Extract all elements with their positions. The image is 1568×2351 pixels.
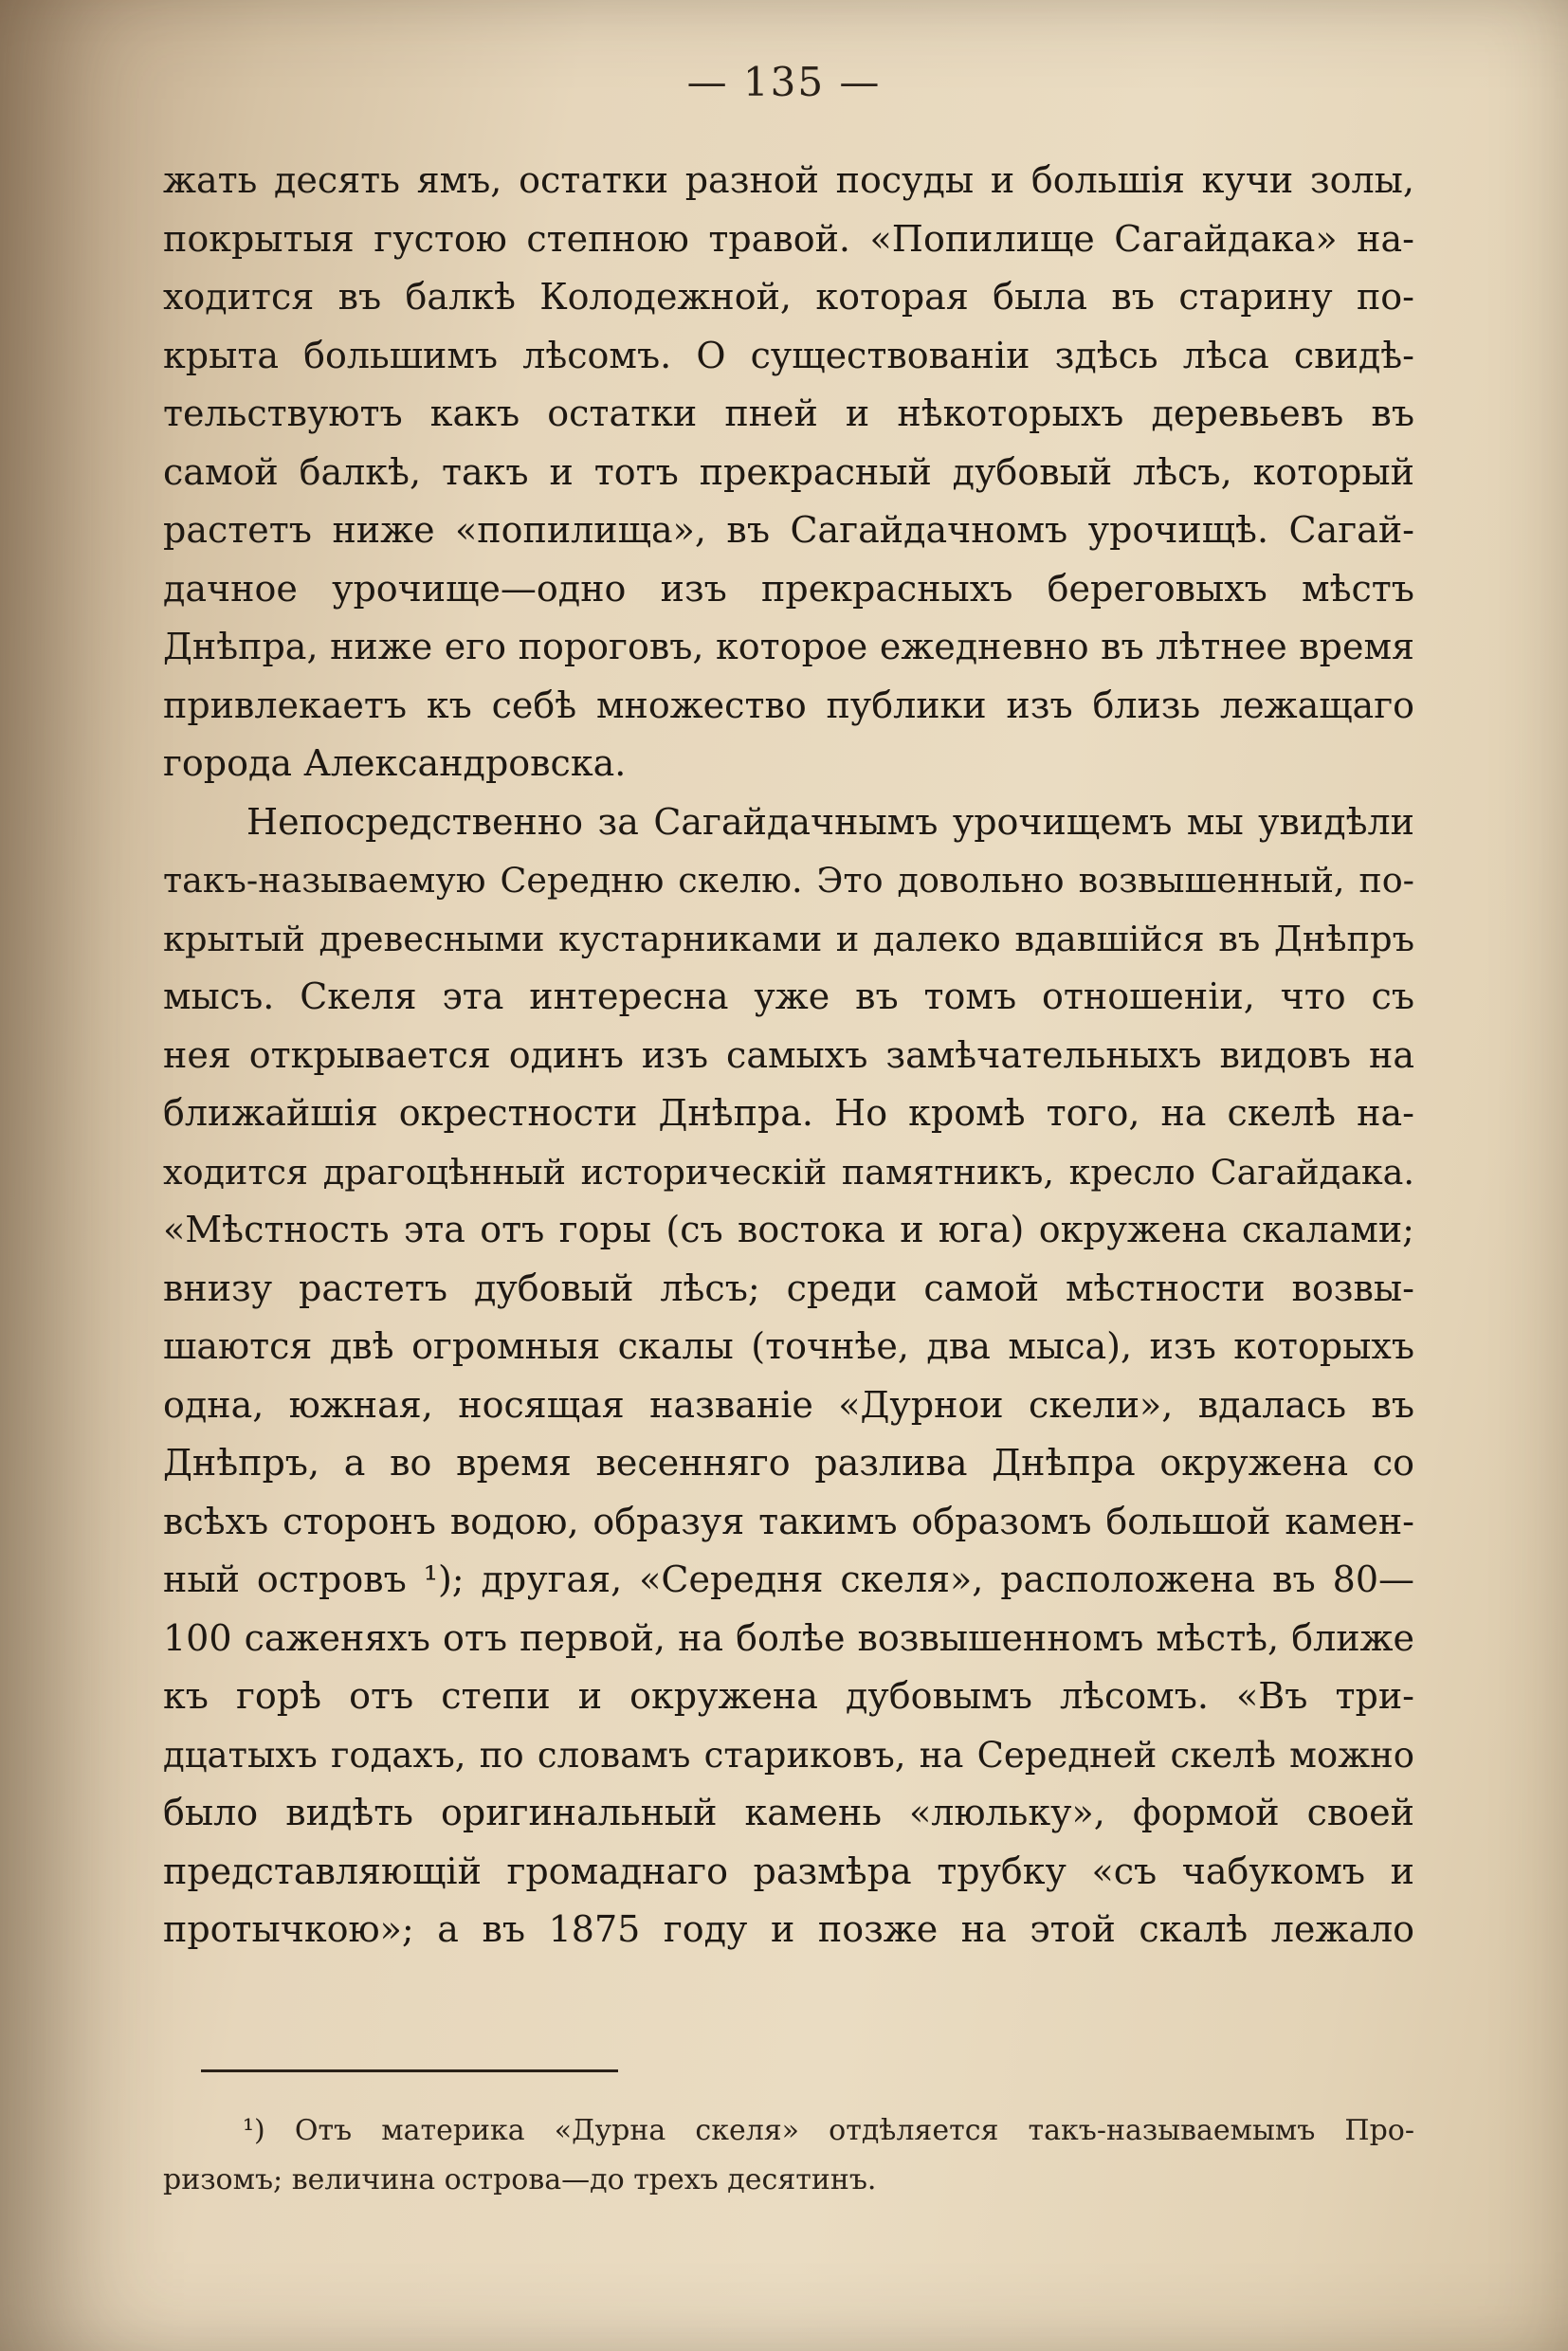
text-line: было видѣть оригинальный камень «люльку», формой своей	[163, 1792, 1414, 1833]
text-line: такъ-называемую Середню скелю. Это довольно возвышенный, по-	[163, 860, 1414, 901]
text-line: покрытыя густою степною травой. «Попилище Сагайдака» на-	[163, 217, 1414, 260]
text-line: одна, южная, носящая названіе «Дурнои скели», вдалась въ	[163, 1383, 1414, 1426]
text-line: внизу растетъ дубовый лѣсъ; среди самой мѣстности возвы-	[163, 1267, 1414, 1309]
text-line: растетъ ниже «попилища», въ Сагайдачномъ урочищѣ. Сагай-	[163, 509, 1414, 551]
text-line: всѣхъ сторонъ водою, образуя такимъ образомъ большой камен-	[163, 1500, 1414, 1542]
paragraph-start-line: Непосредственно за Сагайдачнымъ урочищемъ мы увидѣли	[246, 800, 1414, 843]
footnote-divider	[201, 2069, 618, 2072]
text-line: ходится въ балкѣ Колодежной, которая была въ старину по-	[163, 276, 1414, 318]
footnote-line: ¹) Отъ материка «Дурна скеля» отдѣляется такъ-называемымъ Про-	[243, 2114, 1414, 2147]
text-line: ближайшія окрестности Днѣпра. Но кромѣ того, на скелѣ на-	[163, 1092, 1414, 1134]
paragraph-end-line: города Александровска.	[163, 742, 627, 784]
footnote-line: ризомъ; величина острова—до трехъ десятинъ.	[163, 2163, 877, 2196]
text-line: протычкою»; а въ 1875 году и позже на этой скалѣ лежало	[163, 1908, 1414, 1950]
text-line: дачное урочище—одно изъ прекрасныхъ береговыхъ мѣстъ	[163, 567, 1414, 610]
text-line: крыта большимъ лѣсомъ. О существованіи здѣсь лѣса свидѣ-	[163, 334, 1414, 376]
text-line: дцатыхъ годахъ, по словамъ стариковъ, на Середней скелѣ можно	[163, 1734, 1414, 1776]
text-line: самой балкѣ, такъ и тотъ прекрасный дубовый лѣсъ, который	[163, 450, 1414, 493]
text-line: шаются двѣ огромныя скалы (точнѣе, два мыса), изъ которыхъ	[163, 1325, 1414, 1367]
text-line: «Мѣстность эта отъ горы (съ востока и юга) окружена скалами;	[163, 1209, 1414, 1250]
text-line: мысъ. Скеля эта интересна уже въ томъ отношеніи, что съ	[163, 975, 1414, 1017]
text-line: 100 саженяхъ отъ первой, на болѣе возвышенномъ мѣстѣ, ближе	[163, 1616, 1414, 1659]
text-line: жать десять ямъ, остатки разной посуды и большія кучи золы,	[163, 159, 1414, 201]
footnote-reference-line: ный островъ ¹); другая, «Середня скеля», расположена въ 80—	[163, 1558, 1414, 1600]
text-line: крытый древесными кустарниками и далеко вдавшійся въ Днѣпръ	[163, 918, 1414, 959]
body-text	[163, 152, 1414, 1959]
text-line: Днѣпръ, а во время весенняго разлива Днѣпра окружена со	[163, 1442, 1414, 1484]
text-line: нея открывается одинъ изъ самыхъ замѣчательныхъ видовъ на	[163, 1033, 1414, 1076]
page-number: — 135 —	[686, 59, 882, 105]
text-line: ходится драгоцѣнный историческій памятникъ, кресло Сагайдака.	[163, 1151, 1414, 1193]
footnotes	[163, 2106, 1414, 2205]
text-line: тельствуютъ какъ остатки пней и нѣкоторыхъ деревьевъ въ	[163, 392, 1414, 434]
text-line: къ горѣ отъ степи и окружена дубовымъ лѣсомъ. «Въ три-	[163, 1675, 1414, 1717]
text-line: представляющій громаднаго размѣра трубку «съ чабукомъ и	[163, 1850, 1414, 1892]
text-line: привлекаетъ къ себѣ множество публики изъ близь лежащаго	[163, 683, 1414, 726]
text-line: Днѣпра, ниже его пороговъ, которое ежедневно въ лѣтнее время	[163, 626, 1414, 667]
